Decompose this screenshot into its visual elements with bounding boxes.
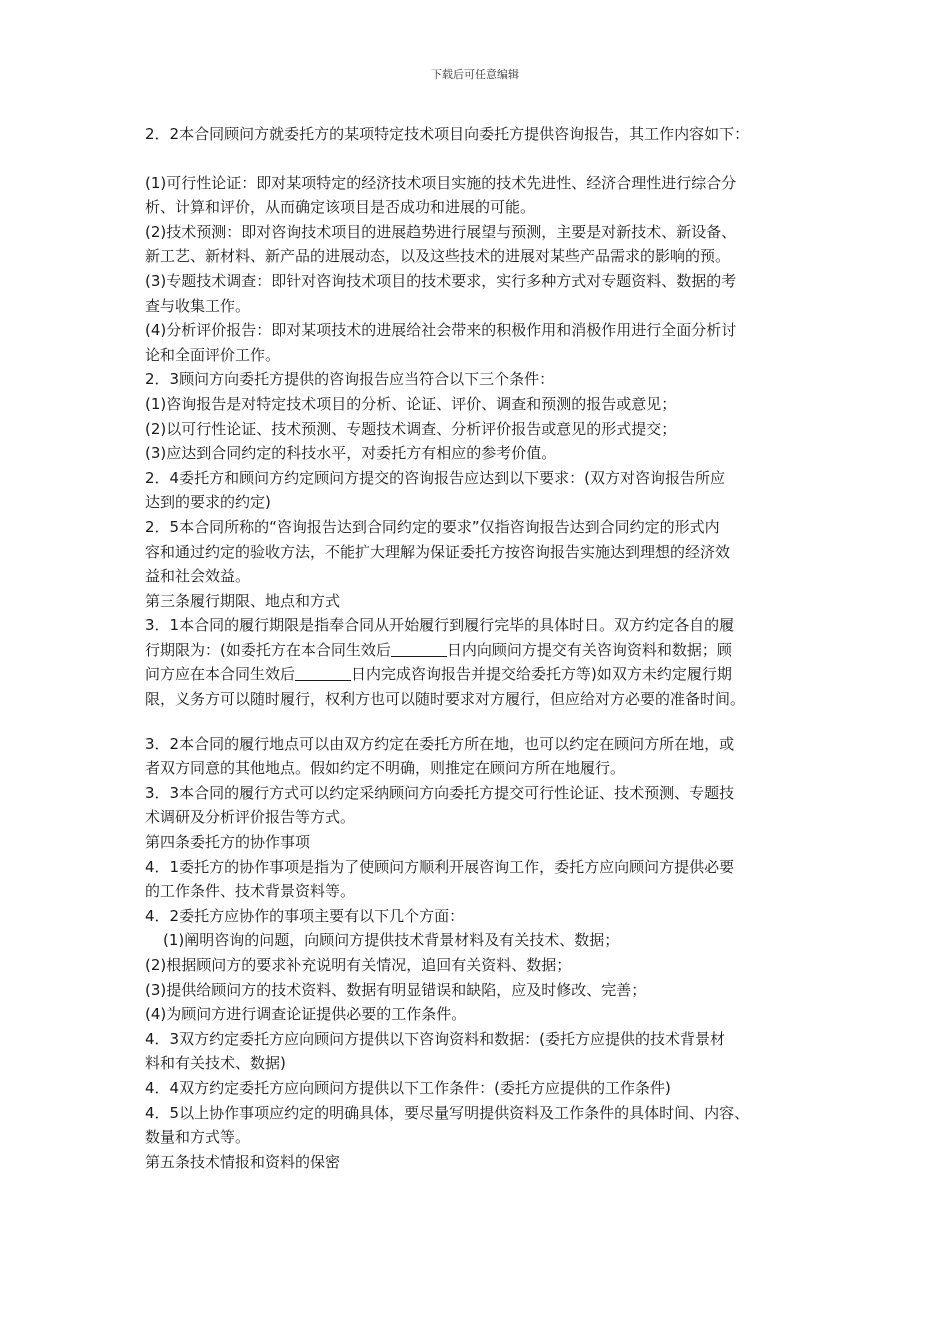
paragraph-line: (3)应达到合同约定的科技水平，对委托方有相应的参考价值。 — [145, 444, 557, 463]
clause-4-1: 4．1委托方的协作事项是指为了使顾问方顺利开展咨询工作，委托方应向顾问方提供必要 — [145, 857, 735, 876]
paragraph-line: 达到的要求的约定) — [145, 493, 271, 512]
clause-4-4: 4．4双方约定委托方应向顾问方提供以下工作条件：(委托方应提供的工作条件) — [145, 1078, 671, 1097]
paragraph-line: 新工艺、新材料、新产品的进展动态，以及这些技术的进展对某些产品需求的影响的预。 — [145, 247, 731, 266]
clause-2-3: 2．3顾问方向委托方提供的咨询报告应当符合以下三个条件： — [145, 370, 555, 389]
clause-2-5: 2．5本合同所称的“咨询报告达到合同约定的要求”仅指咨询报告达到合同约定的形式内 — [145, 517, 720, 536]
paragraph-line: (4)为顾问方进行调查论证提供必要的工作条件。 — [145, 1005, 467, 1024]
paragraph-line: (2)技术预测：即对咨询技术项目的进展趋势进行展望与预测，主要是对新技术、新设备、 — [145, 222, 737, 241]
paragraph-line: 析、计算和评价，从而确定该项目是否成功和进展的可能。 — [145, 198, 536, 217]
paragraph-line: 数量和方式等。 — [145, 1128, 251, 1147]
paragraph-line: 容和通过约定的验收方法，不能扩大理解为保证委托方按咨询报告实施达到理想的经济效 — [145, 542, 731, 561]
clause-4-5: 4．5以上协作事项应约定的明确具体，要尽量写明提供资料及工作条件的具体时间、内容、 — [145, 1103, 750, 1122]
paragraph-line: 查与收集工作。 — [145, 296, 251, 315]
paragraph-line: (2)根据顾问方的要求补充说明有关情况，追回有关资料、数据； — [145, 956, 572, 974]
paragraph-line: (1)可行性论证：即对某项特定的经济技术项目实施的技术先进性、经济合理性进行综合分 — [145, 173, 737, 192]
paragraph-line: (1)阐明咨询的问题，向顾问方提供技术背景材料及有关技术、数据； — [163, 931, 620, 950]
paragraph-line: 料和有关技术、数据) — [145, 1054, 286, 1073]
paragraph-line: (1)咨询报告是对特定技术项目的分析、论证、评价、调查和预测的报告或意见； — [145, 394, 677, 413]
paragraph-line: 行期限为：(如委托方在本合同生效后 日内向顾问方提交有关咨询资料和数据；顾 — [145, 640, 732, 659]
paragraph-line: (3)专题技术调查：即针对咨询技术项目的技术要求，实行多种方式对专题资料、数据的考 — [145, 271, 737, 290]
fill-blank — [391, 641, 447, 657]
paragraph-line: 限，义务方可以随时履行，权利方也可以随时要求对方履行，但应给对方必要的准备时间。 — [145, 690, 746, 709]
article-4-heading: 第四条委托方的协作事项 — [145, 833, 311, 852]
article-3-heading: 第三条履行期限、地点和方式 — [145, 591, 341, 610]
paragraph-line: (4)分析评价报告：即对某项技术的进展给社会带来的积极作用和消极作用进行全面分析讨 — [145, 321, 737, 340]
paragraph-line: 益和社会效益。 — [145, 567, 251, 586]
clause-4-3: 4．3双方约定委托方应向顾问方提供以下咨询资料和数据：(委托方应提供的技术背景材 — [145, 1029, 725, 1048]
clause-2-2: 2．2本合同顾问方就委托方的某项特定技术项目向委托方提供咨询报告，其工作内容如下： — [145, 125, 750, 143]
page-header: 下载后可任意编辑 — [431, 68, 519, 81]
paragraph-line: 问方应在本合同生效后 日内完成咨询报告并提交给委托方等)如双方未约定履行期 — [145, 665, 732, 684]
clause-2-4: 2．4委托方和顾问方约定顾问方提交的咨询报告应达到以下要求：(双方对咨询报告所应 — [145, 468, 725, 487]
paragraph-line: (2)以可行性论证、技术预测、专题技术调查、分析评价报告或意见的形式提交； — [145, 419, 677, 438]
document-body — [145, 122, 825, 1174]
clause-3-3: 3．3本合同的履行方式可以约定采纳顾问方向委托方提交可行性论证、技术预测、专题技 — [145, 783, 735, 802]
clause-3-1: 3．1本合同的履行期限是指奉合同从开始履行到履行完毕的具体时日。双方约定各自的履 — [145, 616, 735, 635]
article-5-heading: 第五条技术情报和资料的保密 — [145, 1152, 341, 1171]
paragraph-line: 的工作条件、技术背景资料等。 — [145, 882, 356, 901]
paragraph-line: (3)提供给顾问方的技术资料、数据有明显错误和缺陷，应及时修改、完善； — [145, 980, 647, 999]
clause-3-2: 3．2本合同的履行地点可以由双方约定在委托方所在地，也可以约定在顾问方所在地，或 — [145, 734, 735, 753]
clause-4-2: 4．2委托方应协作的事项主要有以下几个方面： — [145, 906, 465, 925]
paragraph-line: 论和全面评价工作。 — [145, 345, 281, 364]
fill-blank — [295, 665, 351, 681]
paragraph-line: 术调研及分析评价报告等方式。 — [145, 808, 356, 827]
paragraph-line: 者双方同意的其他地点。假如约定不明确，则推定在顾问方所在地履行。 — [145, 759, 626, 778]
